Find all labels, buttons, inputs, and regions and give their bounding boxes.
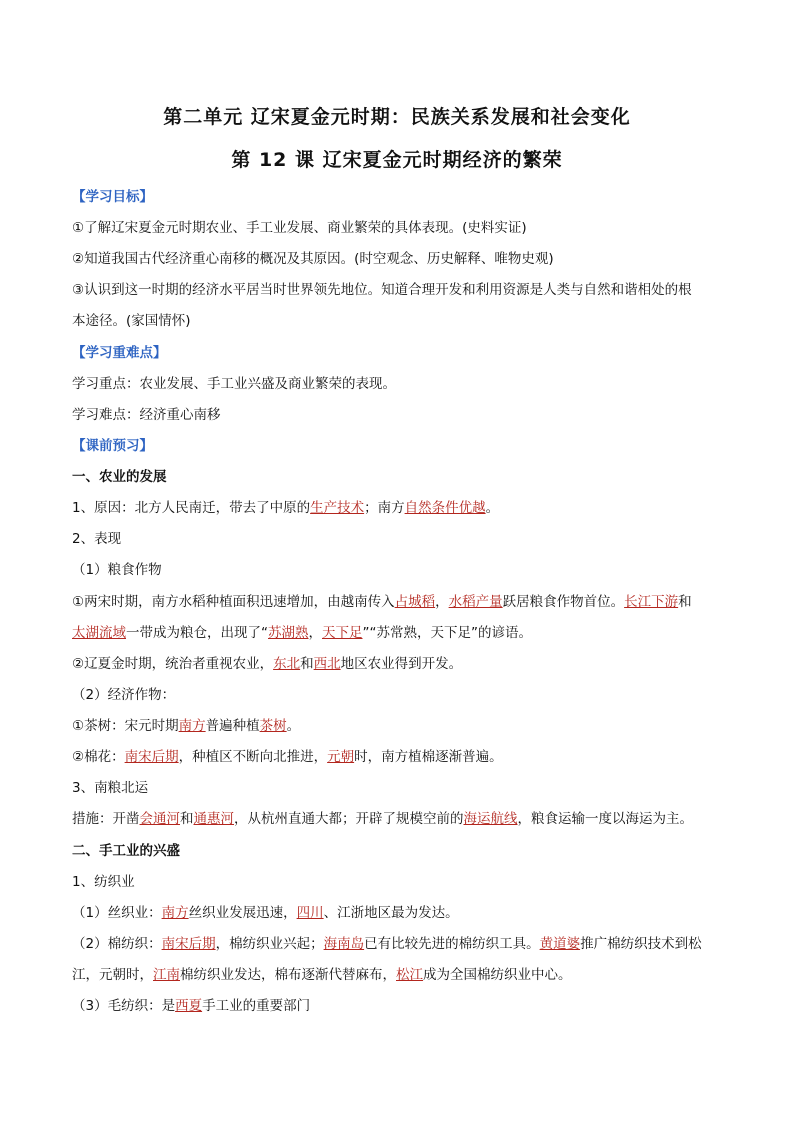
text: ；南方 [364,500,405,516]
cotton-textile [72,935,732,953]
answer: 水稻产量 [448,594,503,610]
textile-heading: 1、纺织业 [72,874,135,890]
text: ，种植区不断向北推进， [178,749,328,765]
answer: 通惠河 [193,811,234,827]
text: 普遍种植 [205,718,260,734]
text: 成为全国棉纺织业中心。 [423,967,572,983]
text: ，粮食运输一度以海运为主。 [517,811,693,827]
craft-heading: 二、手工业的兴盛 [72,843,180,859]
answer: 南宋后期 [124,749,179,765]
answer: 海运航线 [463,811,518,827]
difficult-point: 学习难点：经济重心南移 [72,407,221,423]
answer: 茶树 [259,718,287,734]
answer: 南宋后期 [161,936,216,952]
grain-1-cont [72,624,732,642]
answer: 太湖流域 [72,625,126,641]
text: ”“苏常熟，天下足”的谚语。 [362,625,532,641]
text: ①茶树：宋元时期 [72,718,179,734]
answer: 松江 [396,967,423,983]
answer: 南方 [178,718,206,734]
agri-reason [72,499,732,517]
grain-heading: （1）粮食作物 [72,562,162,578]
text: ，从杭州直通大都；开辟了规模空前的 [234,811,464,827]
answer: 西北 [313,656,341,672]
text: 措施：开凿 [72,811,140,827]
answer: 自然条件优越 [404,500,486,516]
measures [72,810,732,828]
answer: 元朝 [327,749,355,765]
econ-crops-heading: （2）经济作物： [72,687,176,703]
text: 丝织业发展迅速， [188,905,297,921]
agri-performance: 2、表现 [72,531,122,547]
goal-1: ①了解辽宋夏金元时期农业、手工业发展、商业繁荣的具体表现。(史料实证) [72,220,527,236]
answer: 会通河 [139,811,180,827]
grain-north-heading: 3、南粮北运 [72,780,149,796]
silk [72,904,732,922]
text: 手工业的重要部门 [202,998,311,1014]
text: （1）丝织业： [72,905,162,921]
text: ②辽夏金时期，统治者重视农业， [72,656,274,672]
grain-2 [72,655,732,673]
goals-header: 【学习目标】 [72,189,153,205]
answer: 南方 [161,905,189,921]
answer: 长江下游 [624,594,679,610]
lesson-title: 第 12 课 辽宋夏金元时期经济的繁荣 [231,149,563,171]
wool [72,997,732,1015]
text: 时，南方植棉逐渐普遍。 [354,749,503,765]
text: 跃居粮食作物首位。 [502,594,625,610]
text: ①两宋时期，南方水稻种植面积迅速增加，由越南传入 [72,594,395,610]
text: 棉纺织业发达，棉布逐渐代替麻布， [180,967,396,983]
answer: 占城稻 [394,594,436,610]
text: 和 [300,656,314,672]
grain-1 [72,593,732,611]
answer: 江南 [153,967,180,983]
text: 一带成为粮仓，出现了“ [126,625,268,641]
text: ， [308,625,322,641]
text: 和 [678,594,692,610]
text: 和 [180,811,194,827]
text: 推广棉纺织技术到松 [580,936,702,952]
text: 地区农业得到开发。 [340,656,463,672]
answer: 海南岛 [323,936,365,952]
text: 。 [485,500,500,516]
text: 已有比较先进的棉纺织工具。 [364,936,540,952]
preview-header: 【课前预习】 [72,438,153,454]
answer: 西夏 [175,998,203,1014]
goal-3: ③认识到这一时期的经济水平居当时世界领先地位。知道合理开发和利用资源是人类与自然和谐相处的根 [72,282,692,298]
text: ， [435,594,449,610]
cotton [72,748,732,766]
answer: 黄道婆 [539,936,581,952]
tea [72,717,732,735]
text: 江，元朝时， [72,967,153,983]
answer: 苏湖熟 [268,625,309,641]
answer: 东北 [273,656,301,672]
text: ②棉花： [72,749,125,765]
goal-2: ②知道我国古代经济重心南移的概况及其原因。(时空观念、历史解释、唯物史观) [72,251,554,267]
text: 1、原因：北方人民南迁，带去了中原的 [72,500,311,516]
answer: 天下足 [322,625,363,641]
text: 、江浙地区最为发达。 [323,905,459,921]
text: （3）毛纺织：是 [72,998,176,1014]
answer: 生产技术 [310,500,365,516]
answer: 四川 [296,905,324,921]
key-point: 学习重点：农业发展、手工业兴盛及商业繁荣的表现。 [72,376,396,392]
text: 。 [286,718,301,734]
agri-heading: 一、农业的发展 [72,469,167,485]
text: （2）棉纺织： [72,936,162,952]
text: ，棉纺织业兴起； [215,936,324,952]
unit-title: 第二单元 辽宋夏金元时期：民族关系发展和社会变化 [163,106,631,128]
goal-3-cont: 本途径。(家国情怀) [72,313,191,329]
key-header: 【学习重难点】 [72,345,167,361]
cotton-textile-cont [72,966,732,984]
